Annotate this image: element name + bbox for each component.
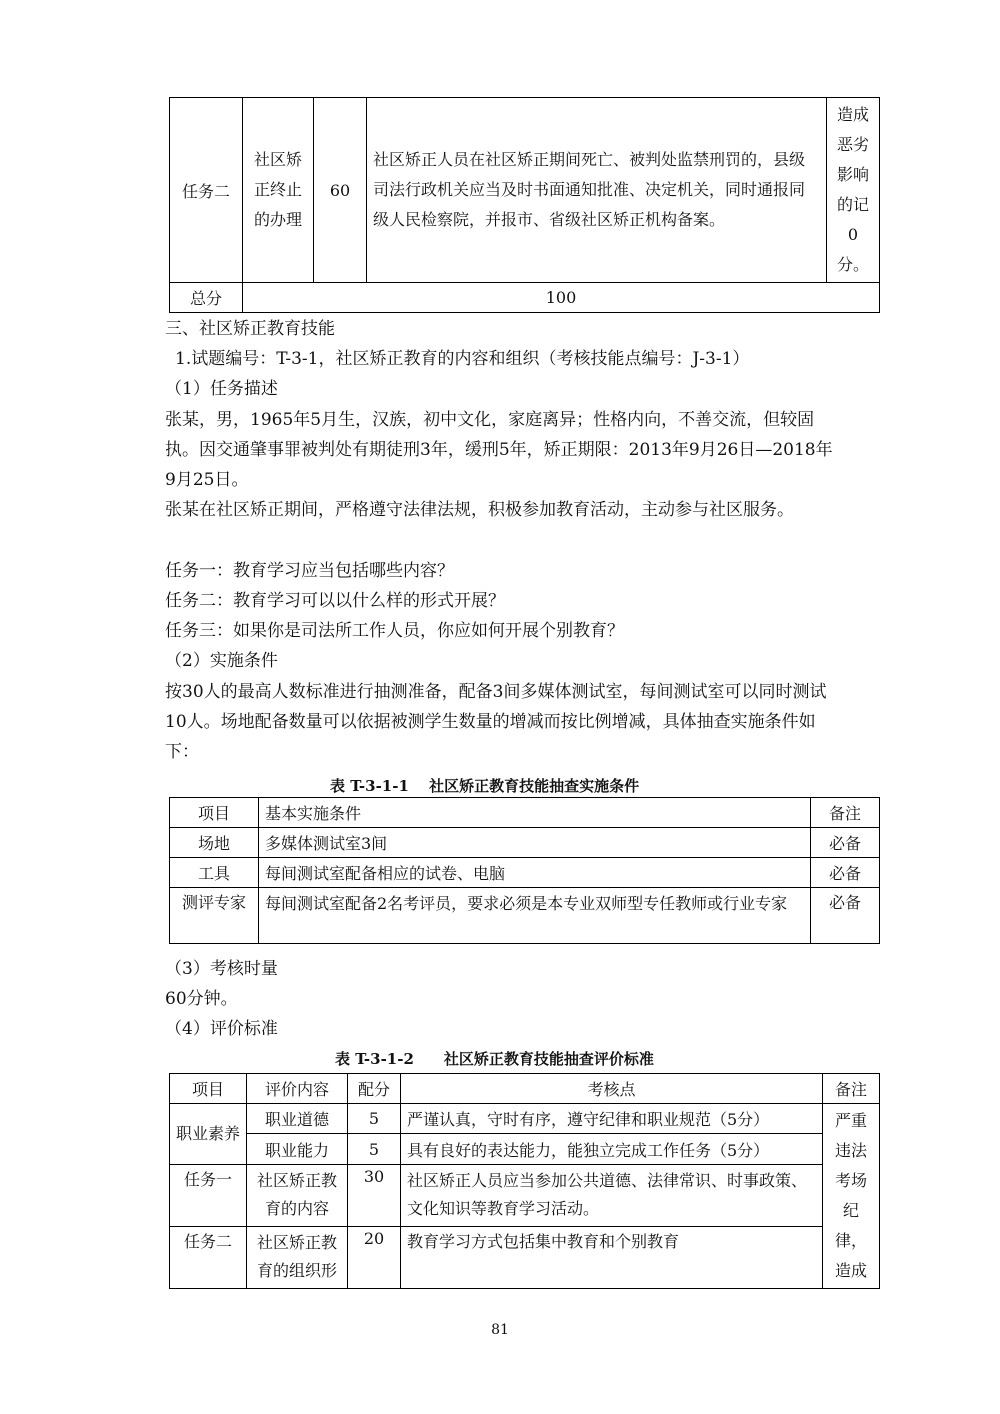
page-number: 81 bbox=[491, 1322, 509, 1338]
total-label: 总分 bbox=[170, 283, 243, 313]
table2-header: 考核点 bbox=[401, 1074, 823, 1104]
paragraph-conditions: 按30人的最高人数标准进行抽测准备，配备3间多媒体测试室，每间测试室可以同时测试10人。场地配备数量可以依据被测学生数量的增减而按比例增减，具体抽查实施条件如下： bbox=[165, 682, 827, 762]
table2-header: 评价内容 bbox=[247, 1074, 348, 1104]
table2-note-cell: 严重违法考场纪律，造成 bbox=[823, 1104, 880, 1289]
table2-header: 项目 bbox=[170, 1074, 247, 1104]
table1-cell: 必备 bbox=[811, 828, 880, 858]
top-task-cell: 任务二 bbox=[170, 98, 243, 283]
task-two-text: 任务二：教育学习可以以什么样的形式开展？ bbox=[165, 591, 505, 611]
table1-cell: 工具 bbox=[170, 858, 259, 888]
total-value: 100 bbox=[243, 283, 880, 313]
paragraph-case: 张某，男，1965年5月生，汉族，初中文化，家庭离异；性格内向，不善交流，但较固执。因交通肇事罪被判处有期徒刑3年，缓刑5年，矫正期限：2013年9月26日—2018年9月25日。 bbox=[165, 410, 833, 490]
item-title: 1.试题编号：T-3-1，社区矫正教育的内容和组织（考核技能点编号：J-3-1） bbox=[175, 349, 750, 369]
table2-cell: 社区矫正教育的内容 bbox=[247, 1164, 348, 1226]
top-item-cell: 社区矫正终止的办理 bbox=[243, 98, 314, 283]
table2-cell: 职业能力 bbox=[247, 1134, 348, 1164]
table2-cell: 5 bbox=[348, 1104, 401, 1134]
task-one-text: 任务一：教育学习应当包括哪些内容？ bbox=[165, 561, 454, 581]
table2-cell: 5 bbox=[348, 1134, 401, 1164]
table2-group-cell: 职业素养 bbox=[170, 1104, 247, 1165]
top-score-cell: 60 bbox=[314, 98, 367, 283]
table1-cell: 测评专家 bbox=[170, 888, 259, 944]
table1-header-condition: 基本实施条件 bbox=[259, 798, 811, 828]
conditions-table bbox=[169, 797, 880, 944]
table1-cell: 场地 bbox=[170, 828, 259, 858]
time-text: 60分钟。 bbox=[165, 989, 238, 1009]
subheading-conditions: （2）实施条件 bbox=[165, 651, 278, 671]
table1-header-note: 备注 bbox=[811, 798, 880, 828]
subheading-time: （3）考核时量 bbox=[165, 959, 278, 979]
table1-cell: 每间测试室配备相应的试卷、电脑 bbox=[259, 858, 811, 888]
top-note-cell: 造成恶劣影响的记0分。 bbox=[827, 98, 880, 283]
task-three-text: 任务三：如果你是司法所工作人员，你应如何开展个别教育？ bbox=[165, 621, 624, 641]
table2-header: 配分 bbox=[348, 1074, 401, 1104]
criteria-table bbox=[169, 1073, 880, 1289]
section-title: 三、社区矫正教育技能 bbox=[165, 319, 335, 339]
table2-cell: 社区矫正教育的组织形 bbox=[247, 1226, 348, 1288]
subheading-criteria: （4）评价标准 bbox=[165, 1019, 278, 1039]
table1-cell: 每间测试室配备2名考评员，要求必须是本专业双师型专任教师或行业专家 bbox=[259, 888, 811, 944]
table2-caption: 表 T-3-1-2 社区矫正教育技能抽查评价标准 bbox=[335, 1050, 654, 1068]
top-table bbox=[169, 97, 880, 313]
table2-cell: 30 bbox=[348, 1164, 401, 1226]
table2-cell: 任务一 bbox=[170, 1164, 247, 1226]
table1-caption: 表 T-3-1-1 社区矫正教育技能抽查实施条件 bbox=[330, 777, 640, 795]
table1-cell: 必备 bbox=[811, 858, 880, 888]
table2-cell: 任务二 bbox=[170, 1226, 247, 1288]
table1-cell: 多媒体测试室3间 bbox=[259, 828, 811, 858]
table2-cell: 社区矫正人员应当参加公共道德、法律常识、时事政策、文化知识等教育学习活动。 bbox=[401, 1164, 823, 1226]
table2-cell: 严谨认真，守时有序，遵守纪律和职业规范（5分） bbox=[401, 1104, 823, 1134]
table2-cell: 20 bbox=[348, 1226, 401, 1288]
table1-header-item: 项目 bbox=[170, 798, 259, 828]
table2-cell: 教育学习方式包括集中教育和个别教育 bbox=[401, 1226, 823, 1288]
top-point-cell: 社区矫正人员在社区矫正期间死亡、被判处监禁刑罚的，县级司法行政机关应当及时书面通知批准、决定机关，同时通报同级人民检察院，并报市、省级社区矫正机构备案。 bbox=[367, 98, 827, 283]
table2-cell: 职业道德 bbox=[247, 1104, 348, 1134]
paragraph-behavior: 张某在社区矫正期间，严格遵守法律法规，积极参加教育活动，主动参与社区服务。 bbox=[165, 500, 794, 520]
table1-cell: 必备 bbox=[811, 888, 880, 944]
table2-header: 备注 bbox=[823, 1074, 880, 1104]
table2-cell: 具有良好的表达能力，能独立完成工作任务（5分） bbox=[401, 1134, 823, 1164]
subheading-task-desc: （1）任务描述 bbox=[165, 379, 278, 399]
